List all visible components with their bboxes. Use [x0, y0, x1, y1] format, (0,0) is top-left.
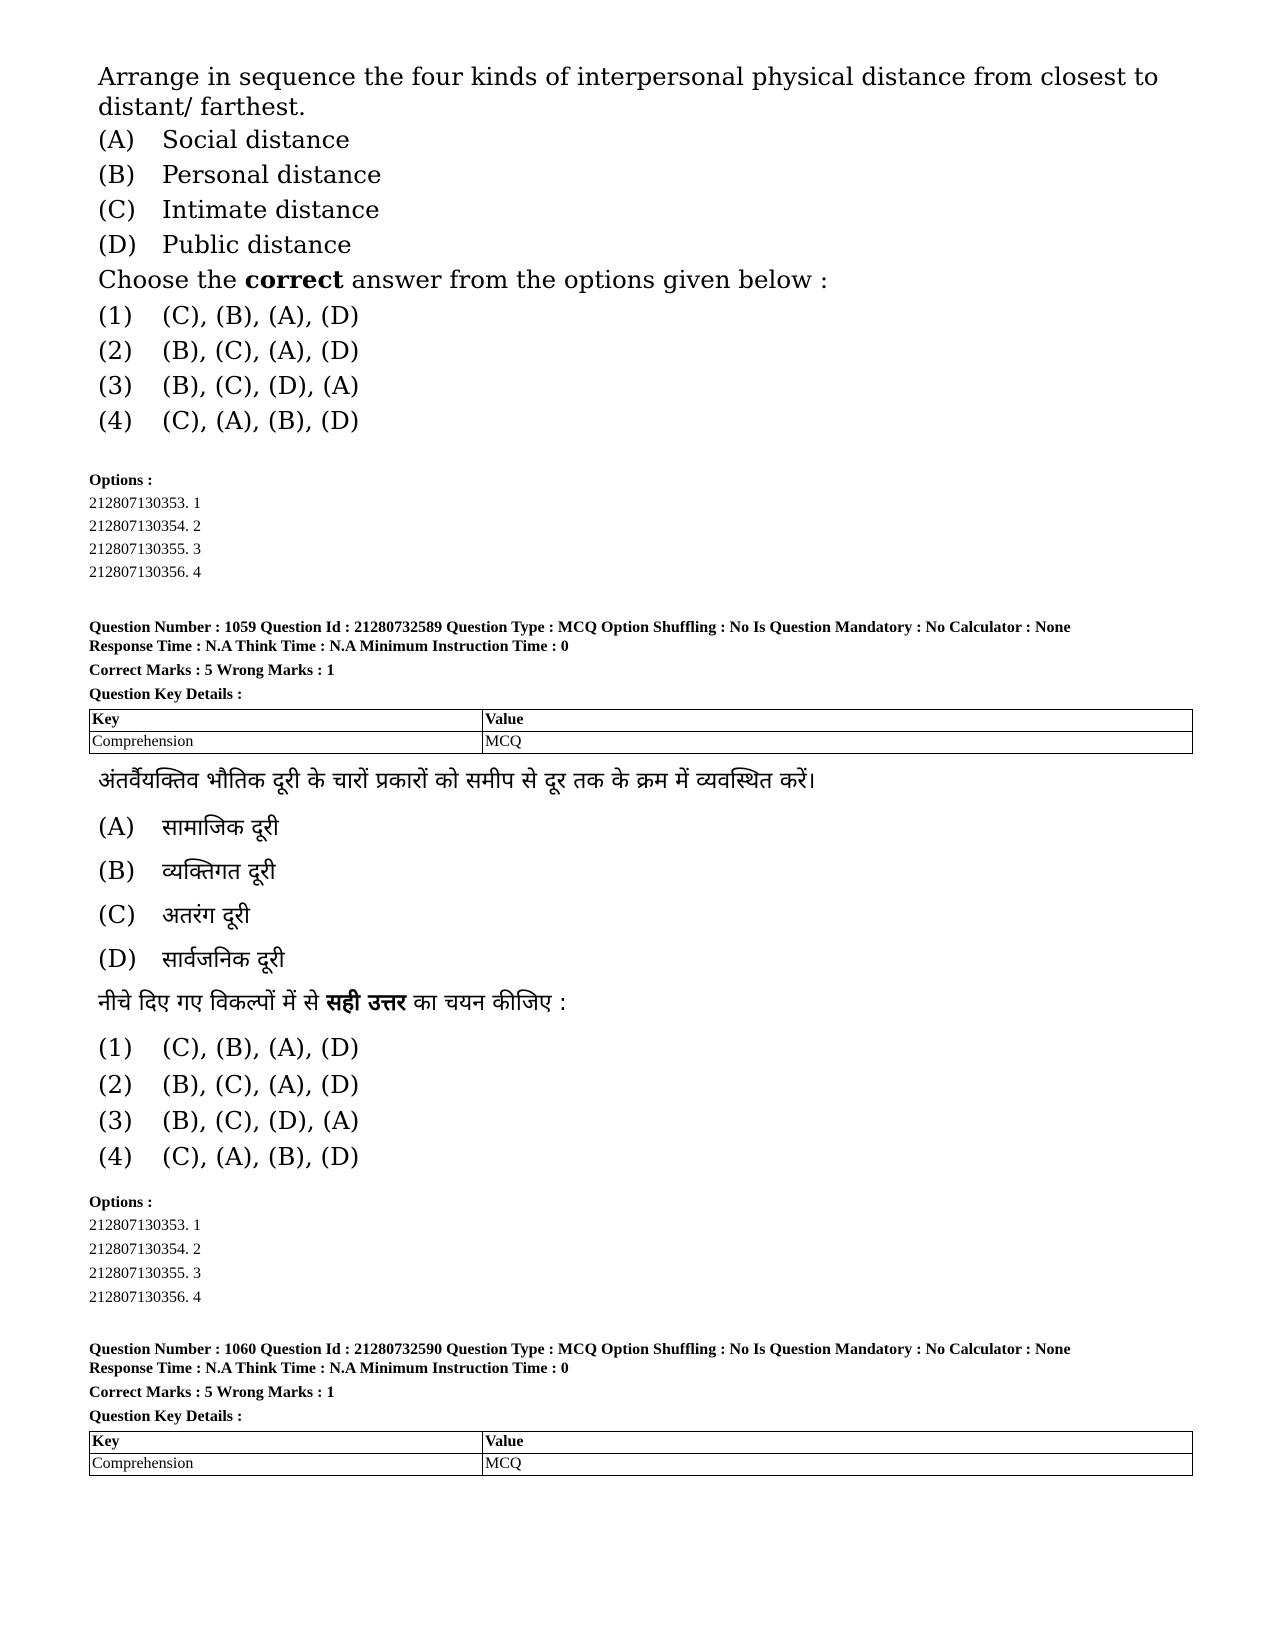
table-header-row: [90, 1432, 1193, 1454]
item-b-hindi: (B) व्यक्तिगत दूरी: [98, 856, 276, 885]
option-id: 212807130356. 4: [89, 564, 201, 581]
option-id: 212807130354. 2: [89, 1241, 201, 1258]
item-d-hindi: (D) सार्वजनिक दूरी: [98, 944, 285, 973]
answer-prompt-english: Choose the correct answer from the options given below :: [98, 265, 829, 294]
key-details-heading: Question Key Details :: [89, 686, 243, 703]
question-meta-line: Response Time : N.A Think Time : N.A Minimum Instruction Time : 0: [89, 1360, 569, 1377]
answer-choice-2: (2) (B), (C), (A), (D): [98, 1070, 360, 1099]
answer-choice-4: (4) (C), (A), (B), (D): [98, 1142, 360, 1171]
table-header-cell: Value: [483, 710, 1193, 732]
key-details-heading: Question Key Details :: [89, 1408, 243, 1425]
answer-choice-2: (2) (B), (C), (A), (D): [98, 336, 360, 365]
answer-choice-3: (3) (B), (C), (D), (A): [98, 1106, 360, 1135]
question-meta-line: Response Time : N.A Think Time : N.A Minimum Instruction Time : 0: [89, 638, 569, 655]
table-cell: Comprehension: [90, 1454, 483, 1476]
table-header-cell: Key: [90, 710, 483, 732]
answer-prompt-hindi: नीचे दिए गए विकल्पों में से सही उत्तर का चयन कीजिए :: [98, 990, 567, 1016]
option-id: 212807130355. 3: [89, 541, 201, 558]
answer-choice-3: (3) (B), (C), (D), (A): [98, 371, 360, 400]
key-value-table: [89, 709, 1193, 754]
answer-choice-1: (1) (C), (B), (A), (D): [98, 1033, 360, 1062]
option-id: 212807130354. 2: [89, 518, 201, 535]
item-c-hindi: (C) अतरंग दूरी: [98, 900, 250, 929]
options-heading: Options :: [89, 472, 153, 489]
table-header-cell: Value: [483, 1432, 1193, 1454]
item-d: (D) Public distance: [98, 230, 352, 259]
table-row: [90, 1454, 1193, 1476]
question-text-english: Arrange in sequence the four kinds of interpersonal physical distance from closest to distant/ farthest.: [98, 62, 1159, 121]
table-cell: MCQ: [483, 732, 1193, 754]
item-a: (A) Social distance: [98, 125, 350, 154]
option-id: 212807130353. 1: [89, 1217, 201, 1234]
item-a-hindi: (A) सामाजिक दूरी: [98, 812, 279, 841]
question-meta-line: Question Number : 1059 Question Id : 21280732589 Question Type : MCQ Option Shuffling : No Is Question Mandatory : No Calculator : None: [89, 619, 1071, 636]
answer-choice-1: (1) (C), (B), (A), (D): [98, 301, 360, 330]
table-cell: Comprehension: [90, 732, 483, 754]
option-id: 212807130353. 1: [89, 495, 201, 512]
item-c: (C) Intimate distance: [98, 195, 380, 224]
table-row: [90, 732, 1193, 754]
marks-line: Correct Marks : 5 Wrong Marks : 1: [89, 662, 335, 679]
options-heading: Options :: [89, 1194, 153, 1211]
question-meta-line: Question Number : 1060 Question Id : 21280732590 Question Type : MCQ Option Shuffling : No Is Question Mandatory : No Calculator : None: [89, 1341, 1071, 1358]
key-value-table: [89, 1431, 1193, 1476]
option-id: 212807130356. 4: [89, 1289, 201, 1306]
item-b: (B) Personal distance: [98, 160, 382, 189]
question-text-hindi: अंतर्वैयक्तिव भौतिक दूरी के चारों प्रकारों को समीप से दूर तक के क्रम में व्यवस्थित करें।: [98, 768, 816, 794]
option-id: 212807130355. 3: [89, 1265, 201, 1282]
table-header-row: [90, 710, 1193, 732]
table-header-cell: Key: [90, 1432, 483, 1454]
table-cell: MCQ: [483, 1454, 1193, 1476]
answer-choice-4: (4) (C), (A), (B), (D): [98, 406, 360, 435]
marks-line: Correct Marks : 5 Wrong Marks : 1: [89, 1384, 335, 1401]
